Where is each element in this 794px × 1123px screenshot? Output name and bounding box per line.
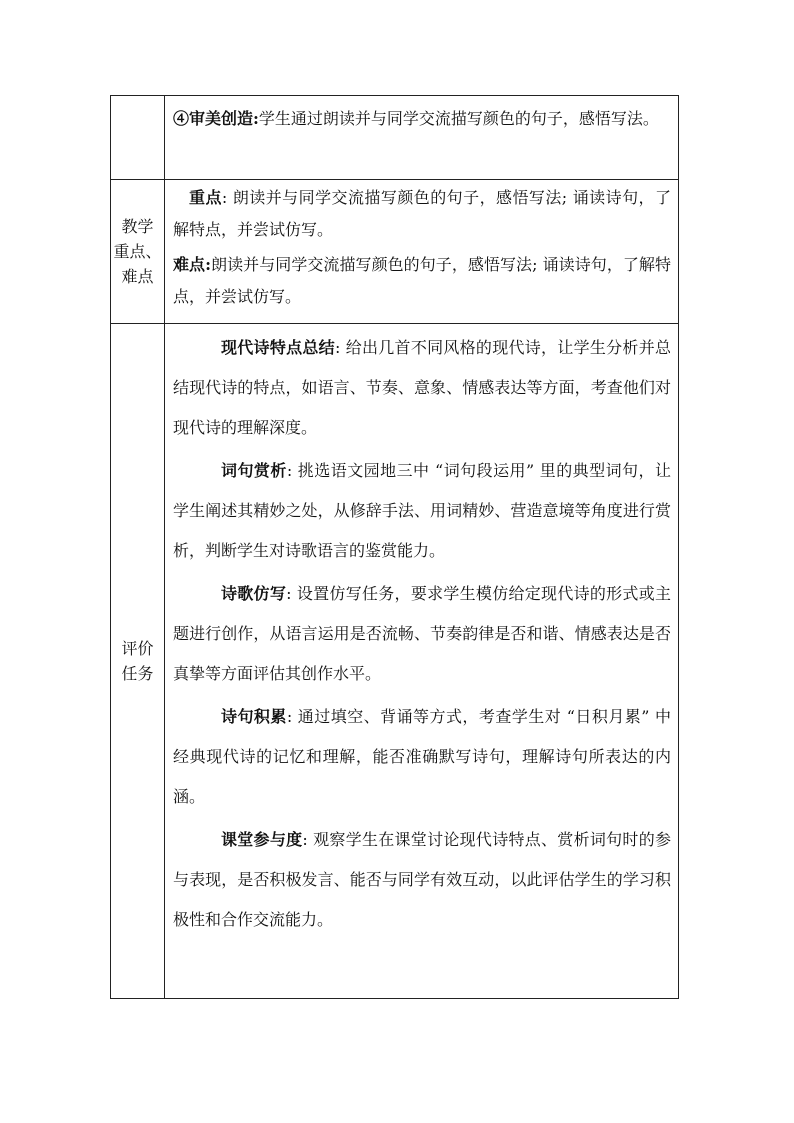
label-line: 任务 bbox=[121, 664, 154, 683]
table-row-evaluation-tasks bbox=[111, 324, 679, 999]
row-label-key-points bbox=[111, 180, 165, 324]
evaluation-item bbox=[173, 451, 671, 571]
aesthetic-creation-text: 学生通过朗读并与同学交流描写颜色的句子，感悟写法。 bbox=[258, 109, 659, 128]
difficult-point-title: 难点: bbox=[173, 255, 212, 274]
lesson-plan-table bbox=[110, 95, 679, 999]
evaluation-item-text: : 给出几首不同风格的现代诗，让学生分析并总结现代诗的特点，如语言、节奏、意象、情感表达等方面，考查他们对现代诗的理解深度。 bbox=[173, 338, 671, 437]
aesthetic-creation-paragraph bbox=[173, 96, 671, 138]
evaluation-item-text: : 观察学生在课堂讨论现代诗特点、赏析词句时的参与表现，是否积极发言、能否与同学有效互动，以此评估学生的学习积极性和合作交流能力。 bbox=[173, 830, 671, 929]
evaluation-item-title: 课堂参与度 bbox=[221, 830, 303, 849]
evaluation-item-title: 诗歌仿写 bbox=[221, 584, 287, 603]
evaluation-item bbox=[173, 574, 671, 694]
evaluation-item bbox=[173, 697, 671, 817]
evaluation-item-text: : 挑选语文园地三中 “词句段运用” 里的典型词句，让学生阐述其精妙之处，从修辞手法、用词精妙、营造意境等角度进行赏析，判断学生对诗歌语言的鉴赏能力。 bbox=[173, 461, 671, 560]
aesthetic-creation-cell bbox=[165, 96, 679, 180]
key-point-title: 重点 bbox=[189, 188, 222, 207]
evaluation-item-text: : 通过填空、背诵等方式，考查学生对 “日积月累” 中经典现代诗的记忆和理解，能否准确默写诗句，理解诗句所表达的内涵。 bbox=[173, 707, 671, 806]
evaluation-item bbox=[173, 324, 671, 448]
row-label-evaluation bbox=[111, 324, 165, 999]
evaluation-item-title: 诗句积累 bbox=[221, 707, 287, 726]
key-point-text: : 朗读并与同学交流描写颜色的句子，感悟写法; 诵读诗句，了解特点，并尝试仿写。 bbox=[173, 188, 671, 239]
label-line: 评价 bbox=[121, 639, 154, 658]
aesthetic-creation-title: ④审美创造: bbox=[173, 109, 259, 128]
key-point-paragraph bbox=[173, 180, 671, 246]
evaluation-item-title: 现代诗特点总结 bbox=[221, 338, 335, 357]
evaluation-item bbox=[173, 820, 671, 940]
row-label-empty bbox=[111, 96, 165, 180]
evaluation-item-text: : 设置仿写任务，要求学生模仿给定现代诗的形式或主题进行创作，从语言运用是否流畅、节奏韵律是否和谐、情感表达是否真挚等方面评估其创作水平。 bbox=[173, 584, 671, 683]
evaluation-item-title: 词句赏析 bbox=[221, 461, 287, 480]
difficult-point-paragraph bbox=[173, 249, 671, 313]
difficult-point-text: 朗读并与同学交流描写颜色的句子，感悟写法; 诵读诗句，了解特点，并尝试仿写。 bbox=[173, 255, 671, 306]
evaluation-tasks-cell bbox=[165, 324, 679, 999]
label-line: 难点 bbox=[121, 267, 154, 286]
table-row-key-difficult-points bbox=[111, 180, 679, 324]
label-line: 教学 bbox=[121, 217, 154, 236]
table-row-aesthetic-creation bbox=[111, 96, 679, 180]
label-line: 重点、 bbox=[113, 242, 162, 261]
key-points-cell bbox=[165, 180, 679, 324]
